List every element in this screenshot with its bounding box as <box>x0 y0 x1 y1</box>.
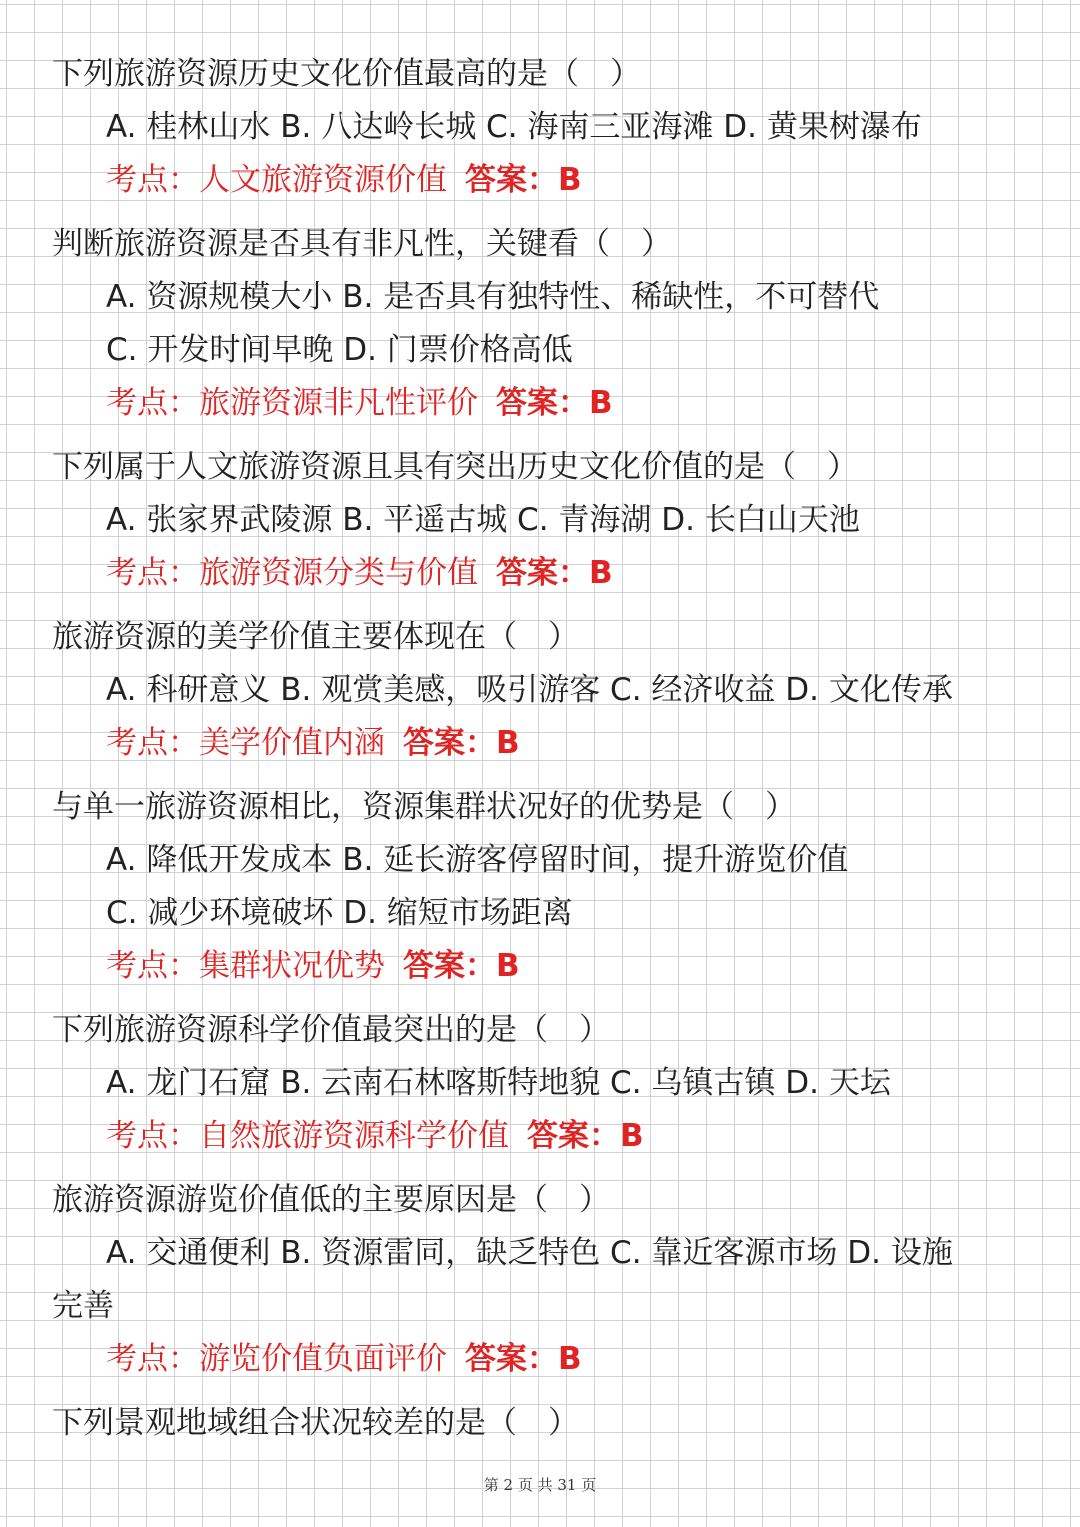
question-stem: 旅游资源游览价值低的主要原因是（ ） <box>52 1182 610 1218</box>
question-options: A. 桂林山水 B. 八达岭长城 C. 海南三亚海滩 D. 黄果树瀑布 <box>106 109 922 145</box>
answer-label: 答案：B <box>465 1341 582 1377</box>
question-options: A. 龙门石窟 B. 云南石林喀斯特地貌 C. 乌镇古镇 D. 天坛 <box>106 1065 891 1101</box>
keypoint-label: 考点：旅游资源非凡性评价 <box>106 385 478 421</box>
question-stem: 下列旅游资源历史文化价值最高的是（ ） <box>52 56 641 92</box>
answer-label: 答案：B <box>496 555 613 591</box>
keypoint-line <box>106 1116 644 1156</box>
answer-label: 答案：B <box>465 162 582 198</box>
answer-label: 答案：B <box>403 725 520 761</box>
question-options: A. 科研意义 B. 观赏美感，吸引游客 C. 经济收益 D. 文化传承 <box>106 672 953 708</box>
keypoint-line <box>106 946 520 986</box>
question-options: C. 开发时间早晚 D. 门票价格高低 <box>106 332 573 368</box>
question-options: A. 资源规模大小 B. 是否具有独特性、稀缺性，不可替代 <box>106 279 880 315</box>
keypoint-line <box>106 383 613 423</box>
answer-label: 答案：B <box>403 948 520 984</box>
question-stem: 下列属于人文旅游资源且具有突出历史文化价值的是（ ） <box>52 449 858 485</box>
keypoint-line <box>106 160 582 200</box>
answer-label: 答案：B <box>496 385 613 421</box>
answer-label: 答案：B <box>527 1118 644 1154</box>
keypoint-line <box>106 1339 582 1379</box>
keypoint-label: 考点：人文旅游资源价值 <box>106 162 447 198</box>
keypoint-label: 考点：集群状况优势 <box>106 948 385 984</box>
question-stem: 下列旅游资源科学价值最突出的是（ ） <box>52 1012 610 1048</box>
question-options: A. 降低开发成本 B. 延长游客停留时间，提升游览价值 <box>106 842 849 878</box>
question-options: C. 减少环境破坏 D. 缩短市场距离 <box>106 895 573 931</box>
keypoint-label: 考点：自然旅游资源科学价值 <box>106 1118 509 1154</box>
keypoint-line <box>106 723 520 763</box>
question-stem: 下列景观地域组合状况较差的是（ ） <box>52 1405 579 1441</box>
question-options-continued: 完善 <box>52 1288 114 1324</box>
keypoint-label: 考点：旅游资源分类与价值 <box>106 555 478 591</box>
question-stem: 判断旅游资源是否具有非凡性，关键看（ ） <box>52 226 672 262</box>
keypoint-label: 考点：游览价值负面评价 <box>106 1341 447 1377</box>
question-stem: 旅游资源的美学价值主要体现在（ ） <box>52 619 579 655</box>
question-options: A. 交通便利 B. 资源雷同，缺乏特色 C. 靠近客源市场 D. 设施 <box>106 1235 953 1271</box>
keypoint-line <box>106 553 613 593</box>
keypoint-label: 考点：美学价值内涵 <box>106 725 385 761</box>
question-options: A. 张家界武陵源 B. 平遥古城 C. 青海湖 D. 长白山天池 <box>106 502 860 538</box>
page-number-footer: 第 2 页 共 31 页 <box>483 1476 597 1494</box>
question-stem: 与单一旅游资源相比，资源集群状况好的优势是（ ） <box>52 789 796 825</box>
